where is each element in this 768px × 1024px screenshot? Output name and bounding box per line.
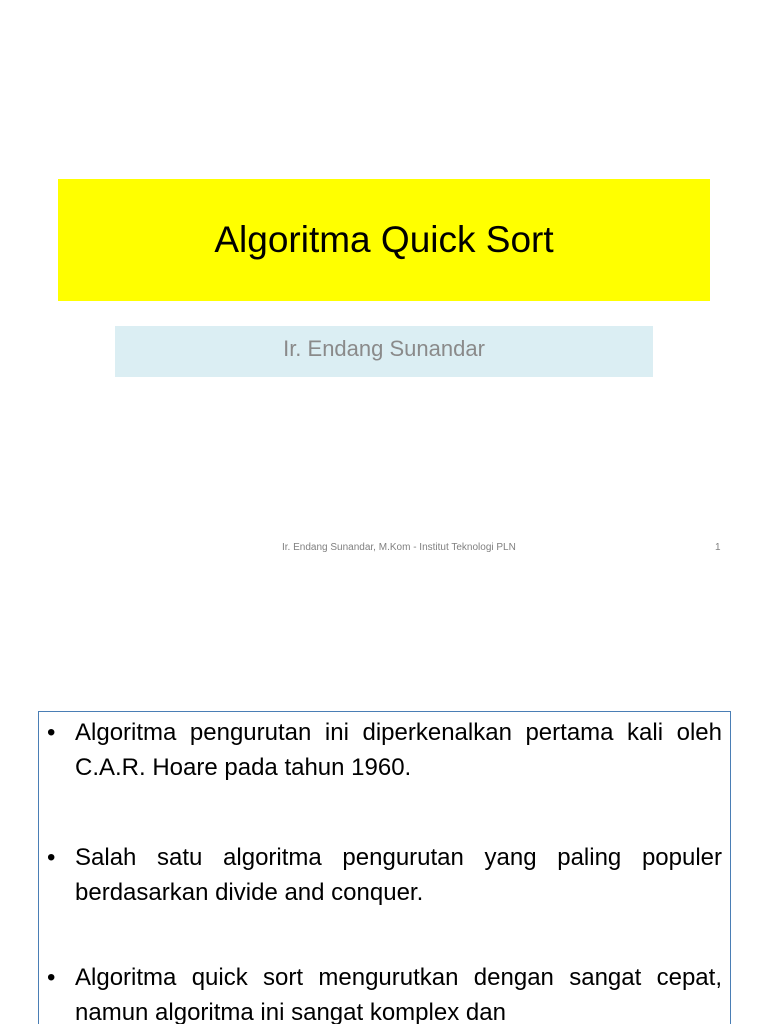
bullet-text: Algoritma quick sort mengurutkan dengan sangat cepat, namun algoritma ini sangat komplex dan [75, 964, 722, 1024]
bullet-text: Salah satu algoritma pengurutan yang paling populer berdasarkan divide and conquer. [75, 844, 722, 906]
title-banner [58, 179, 710, 301]
slide-subtitle: Ir. Endang Sunandar [283, 336, 485, 361]
slide-title: Algoritma Quick Sort [214, 219, 554, 260]
slide-page-number: 1 [715, 542, 721, 553]
content-text-box [38, 711, 731, 1024]
bullet-item [47, 840, 722, 910]
bullet-item [47, 715, 722, 785]
slide-footer: Ir. Endang Sunandar, M.Kom - Institut Teknologi PLN [282, 542, 516, 553]
bullet-marker: • [47, 844, 56, 871]
subtitle-banner [115, 326, 653, 377]
bullet-text: Algoritma pengurutan ini diperkenalkan pertama kali oleh C.A.R. Hoare pada tahun 1960. [75, 719, 722, 781]
bullet-marker: • [47, 719, 56, 746]
bullet-marker: • [47, 964, 56, 991]
content-slide [0, 576, 768, 1024]
bullet-item [47, 960, 722, 1024]
